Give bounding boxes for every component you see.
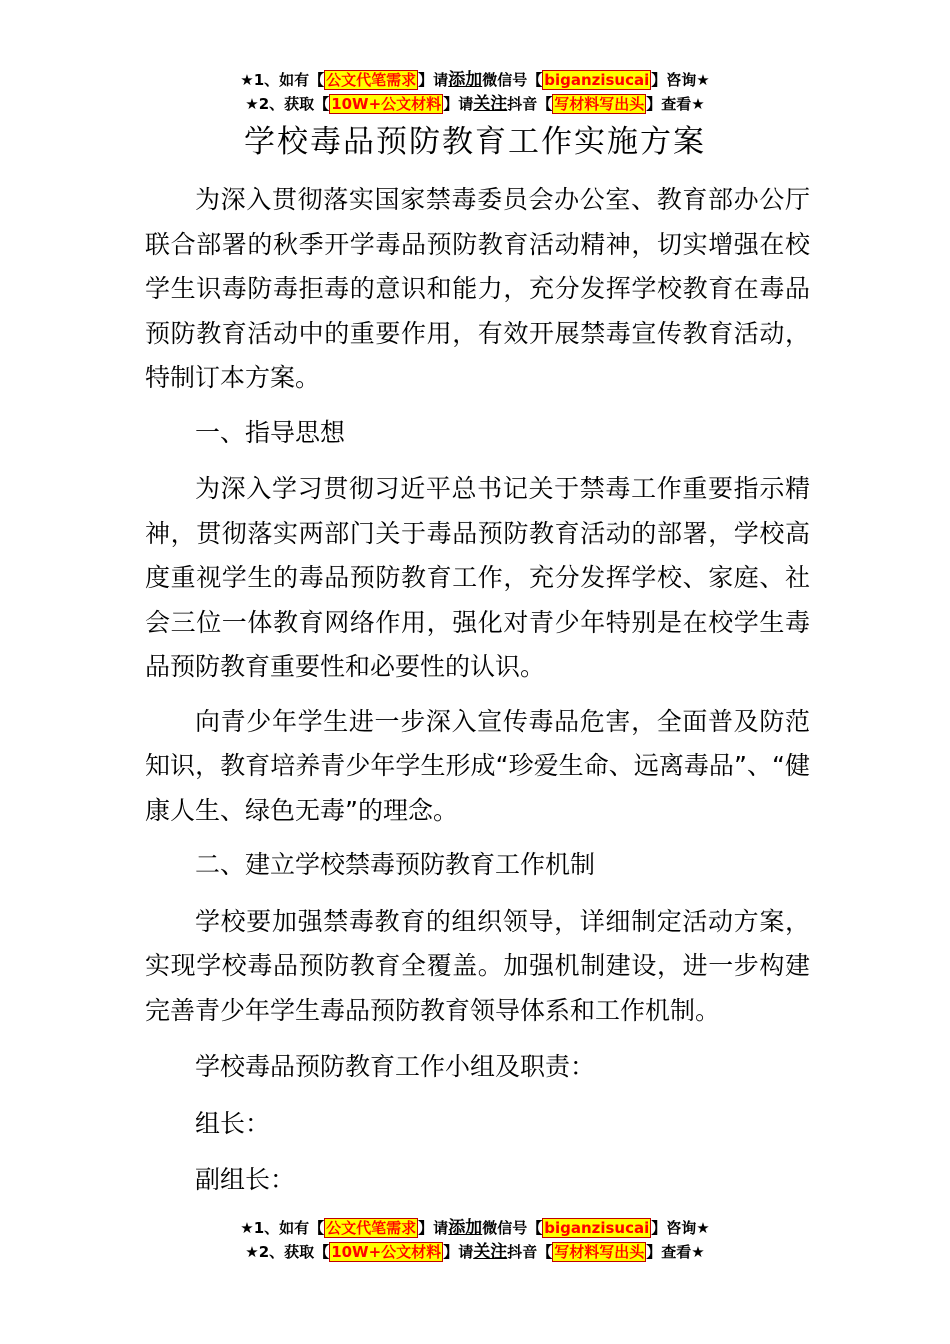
paragraph-guiding-1: 为深入学习贯彻习近平总书记关于禁毒工作重要指示精神，贯彻落实两部门关于毒品预防教育活动的部署，学校高度重视学生的毒品预防教育工作，充分发挥学校、家庭、社会三位一体教育网络作用，强化对青少年特别是在校学生毒品预防教育重要性和必要性的认识。 [145,474,810,681]
banner-text: 抖音【 [507,1243,553,1261]
paragraph-deputy-leader: 副组长： [195,1165,296,1194]
banner-line-1 [0,68,950,92]
banner-text: ★1、如有【 [240,1219,325,1237]
paragraph-intro: 为深入贯彻落实国家禁毒委员会办公室、教育部办公厅联合部署的秋季开学毒品预防教育活动精神，切实增强在校学生识毒防毒拒毒的意识和能力，充分发挥学校教育在毒品预防教育活动中的重要作用，有效开展禁毒宣传教育活动，特制订本方案。 [145,185,810,392]
banner-text: ★1、如有【 [240,71,325,89]
banner-line-2 [0,92,950,116]
banner-text: 】请 [418,1219,449,1237]
banner-text: 】查看★ [646,95,705,113]
banner-highlight: 10W+公文材料 [331,1243,442,1261]
banner-douyin-id: 写材料写出头 [554,95,645,113]
banner-text: 微信号【 [482,1219,543,1237]
footer-banner [0,1216,950,1264]
banner-text: 抖音【 [507,95,553,113]
banner-text: 】咨询★ [651,1219,710,1237]
banner-text: 】查看★ [646,1243,705,1261]
banner-text: 】请 [443,95,474,113]
banner-line-1 [0,1216,950,1240]
paragraph-leader: 组长： [195,1108,271,1138]
document-title: 学校毒品预防教育工作实施方案 [244,124,706,160]
header-banner [0,68,950,116]
section-heading-2: 二、建立学校禁毒预防教育工作机制 [195,850,596,879]
paragraph-group: 学校毒品预防教育工作小组及职责： [195,1052,596,1081]
banner-line-2 [0,1240,950,1264]
banner-wechat-id: biganzisucai [544,1219,650,1237]
banner-wechat-id: biganzisucai [544,71,650,89]
banner-text: 】请 [418,71,449,89]
banner-text: 】请 [443,1243,474,1261]
banner-emphasis: 添加 [448,70,483,90]
document-body [145,178,810,1213]
banner-text: 】咨询★ [651,71,710,89]
banner-emphasis: 添加 [448,1218,483,1238]
banner-highlight: 公文代笔需求 [326,71,417,89]
banner-text: 微信号【 [482,71,543,89]
banner-emphasis: 关注 [473,1242,508,1262]
banner-text: ★2、获取【 [245,95,330,113]
banner-highlight: 10W+公文材料 [331,95,442,113]
banner-emphasis: 关注 [473,94,508,114]
banner-text: ★2、获取【 [245,1243,330,1261]
section-heading-1: 一、指导思想 [195,417,346,447]
paragraph-mechanism: 学校要加强禁毒教育的组织领导，详细制定活动方案，实现学校毒品预防教育全覆盖。加强机制建设，进一步构建完善青少年学生毒品预防教育领导体系和工作机制。 [145,906,810,1025]
banner-douyin-id: 写材料写出头 [554,1243,645,1261]
paragraph-guiding-2: 向青少年学生进一步深入宣传毒品危害，全面普及防范知识，教育培养青少年学生形成“珍爱生命、远离毒品”、“健康人生、绿色无毒”的理念。 [145,706,810,825]
banner-highlight: 公文代笔需求 [326,1219,417,1237]
